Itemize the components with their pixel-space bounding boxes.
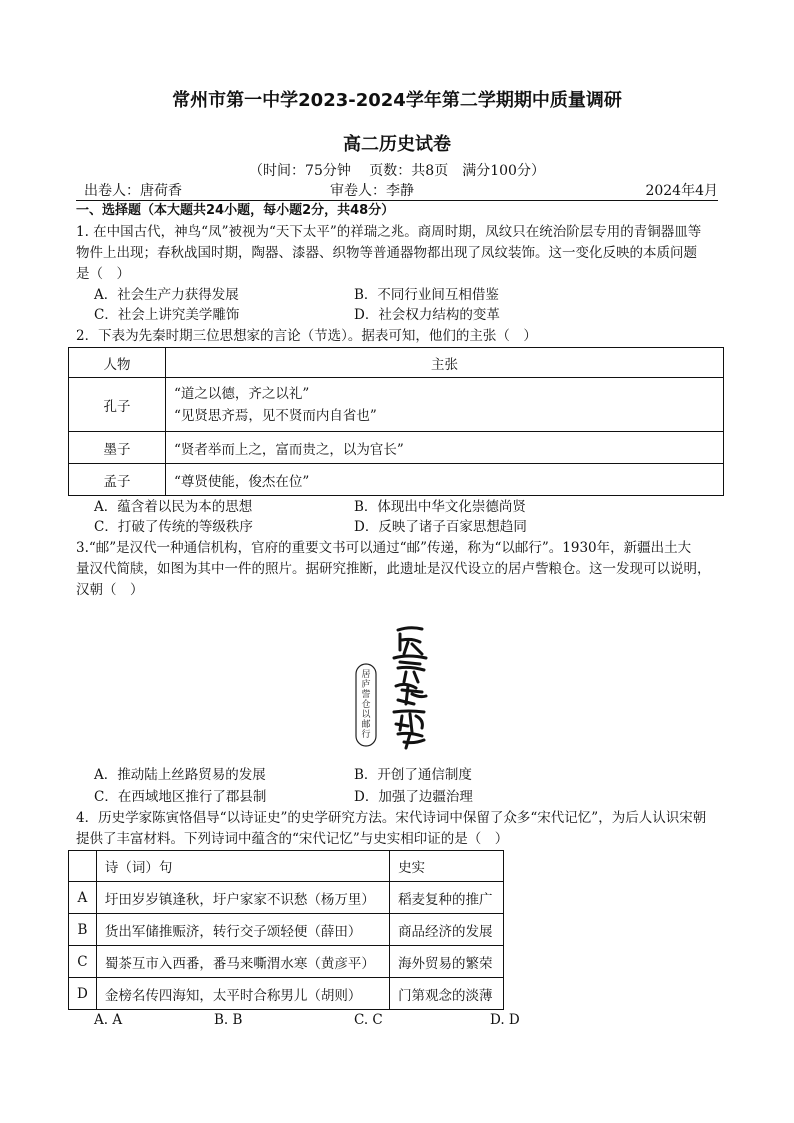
q2-person: 墨子 <box>69 432 166 464</box>
q3-option-c: C．在西域地区推行了郡县制 <box>94 789 267 805</box>
section-heading: 一、选择题（本大题共24小题，每小题2分，共48分） <box>76 203 395 218</box>
q2-quote: “贤者举而上之，富而贵之，以为官长” <box>166 432 724 464</box>
q3-option-b: B．开创了通信制度 <box>354 767 472 783</box>
q1-line: 1. 在中国古代，神鸟“凤”被视为“天下太平”的祥瑞之兆。商周时期，凤纹只在统治阶层专用的青铜器皿等 <box>76 224 702 240</box>
q4-verse: 金榜名传四海知，太平时合称男儿（胡则） <box>96 978 389 1010</box>
exam-date: 2024年4月 <box>645 183 718 199</box>
q4-option-b: B. B <box>214 1012 243 1028</box>
q4-verse: 货出军储推赈济，转行交子颂轻便（薛田） <box>96 914 389 946</box>
q4-option-d: D. D <box>490 1012 520 1028</box>
q4-option-a: A. A <box>94 1012 123 1028</box>
table-row <box>69 914 504 946</box>
q1-line: 物件上出现；春秋战国时期，陶器、漆器、织物等普通器物都出现了凤纹装饰。这一变化反映的本质问题 <box>76 245 697 261</box>
author-line <box>76 180 718 201</box>
bamboo-slip-figure <box>350 620 440 750</box>
q4-line: 4．历史学家陈寅恪倡导“以诗证史”的史学研究方法。宋代诗词中保留了众多“宋代记忆”，为后人认识宋朝 <box>76 810 707 826</box>
table-header: 人物 <box>69 348 166 378</box>
q3-line: 量汉代简牍，如图为其中一件的照片。据研究推断，此遗址是汉代设立的居卢訾粮仓。这一发现可以说明， <box>76 561 711 577</box>
table-header-row <box>69 348 724 378</box>
q2-quote: “道之以德，齐之以礼” <box>174 385 310 402</box>
q4-verse: 蜀茶互市入西番，番马来嘶渭水寒（黄彦平） <box>96 946 389 978</box>
slip-caption: 居庐訾仓以邮行 <box>361 670 371 740</box>
q1-option-d: D．社会权力结构的变革 <box>354 307 500 323</box>
q4-fact: 门第观念的淡薄 <box>390 978 504 1010</box>
q4-label: C <box>69 946 97 978</box>
q2-option-c: C．打破了传统的等级秩序 <box>94 519 253 535</box>
q4-fact: 稻麦复种的推广 <box>390 882 504 914</box>
q2-person: 孟子 <box>69 464 166 496</box>
exam-subtitle: 高二历史试卷 <box>343 134 451 155</box>
q4-label: B <box>69 914 97 946</box>
q3-line: 汉朝（ ） <box>76 582 144 598</box>
author: 出卷人：唐荷香 <box>84 183 182 199</box>
q2-table <box>68 347 724 496</box>
reviewer: 审卷人：李静 <box>330 183 414 199</box>
q4-label: A <box>69 882 97 914</box>
table-row <box>69 432 724 464</box>
table-row <box>69 882 504 914</box>
q4-fact: 商品经济的发展 <box>390 914 504 946</box>
q3-option-d: D．加强了边疆治理 <box>354 789 473 805</box>
table-row <box>69 464 724 496</box>
table-header: 主张 <box>166 348 724 378</box>
table-row <box>69 978 504 1010</box>
table-header: 史实 <box>390 851 504 882</box>
q3-line: 3.“邮”是汉代一种通信机构，官府的重要文书可以通过“邮”传递，称为“以邮行”。1930年，新疆出土大 <box>76 540 692 556</box>
table-header <box>69 851 97 882</box>
q4-table <box>68 850 504 1010</box>
q2-option-a: A．蕴含着以民为本的思想 <box>94 499 253 515</box>
q4-verse: 圩田岁岁镇逢秋，圩户家家不识愁（杨万里） <box>96 882 389 914</box>
q1-option-b: B．不同行业间互相借鉴 <box>354 287 499 303</box>
q2-option-d: D．反映了诸子百家思想趋同 <box>354 519 527 535</box>
q2-person: 孔子 <box>69 378 166 432</box>
q2-option-b: B．体现出中华文化崇德尚贤 <box>354 499 526 515</box>
q2-quote: “见贤思齐焉，见不贤而内自省也” <box>174 407 377 424</box>
exam-meta: （时间：75分钟 页数：共8页 满分100分） <box>249 163 545 179</box>
table-row <box>69 378 724 432</box>
table-row <box>69 946 504 978</box>
q2-stem: 2．下表为先秦时期三位思想家的言论（节选）。据表可知，他们的主张（ ） <box>76 328 537 344</box>
q4-label: D <box>69 978 97 1010</box>
q1-line: 是（ ） <box>76 266 130 282</box>
q4-line: 提供了丰富材料。下列诗词中蕴含的“宋代记忆”与史实相印证的是（ ） <box>76 831 509 847</box>
q4-fact: 海外贸易的繁荣 <box>390 946 504 978</box>
q1-option-c: C．社会上讲究美学雕饰 <box>94 307 240 323</box>
q2-quote: “尊贤使能，俊杰在位” <box>166 464 724 496</box>
exam-title: 常州市第一中学2023-2024学年第二学期期中质量调研 <box>172 90 622 111</box>
table-header-row <box>69 851 504 882</box>
table-header: 诗（词）句 <box>96 851 389 882</box>
q4-option-c: C. C <box>354 1012 383 1028</box>
q1-option-a: A．社会生产力获得发展 <box>94 287 239 303</box>
q3-option-a: A．推动陆上丝路贸易的发展 <box>94 767 266 783</box>
